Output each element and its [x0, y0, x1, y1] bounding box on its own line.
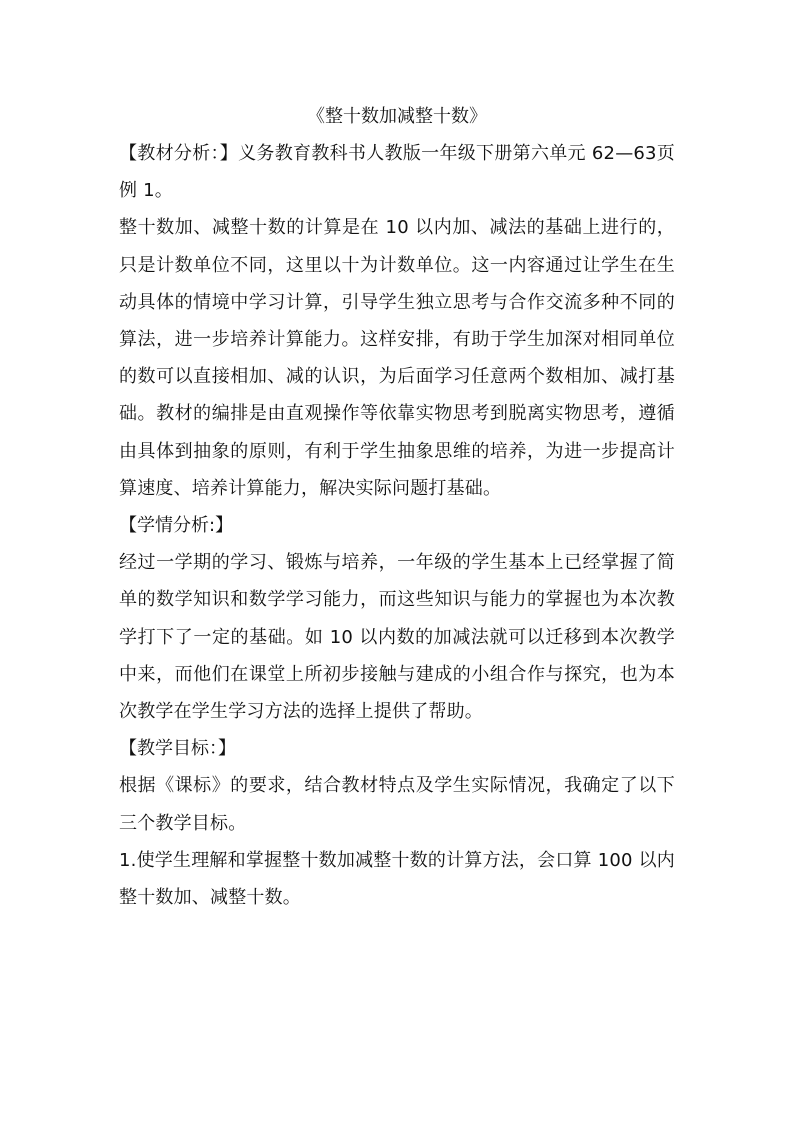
teaching-goal-item-1: 1.使学生理解和掌握整十数加减整十数的计算方法，会口算 100 以内整十数加、减整十数。 — [119, 849, 675, 909]
document-title: 《整十数加减整十数》 — [307, 106, 487, 127]
textbook-analysis-intro — [119, 135, 675, 209]
section-heading-teaching-goals: 【教学目标：】 — [119, 738, 236, 760]
section-heading-textbook-analysis: 【教材分析：】 — [119, 143, 239, 164]
student-analysis-paragraph: 经过一学期的学习、锻炼与培养，一年级的学生基本上已经掌握了简单的数学知识和数学学习能力，而这些知识与能力的掌握也为本次教学打下了一定的基础。如 10 以内数的加减法就可以迁移到本次教学中来，而他们在课堂上所初步接触与建成的小组合作与探究，也为本次教学在学生学习方法的选择上提供了帮助。 — [119, 552, 675, 723]
textbook-analysis-paragraph: 整十数加、减整十数的计算是在 10 以内加、减法的基础上进行的，只是计数单位不同，这里以十为计数单位。这一内容通过让学生在生动具体的情境中学习计算，引导学生独立思考与合作交流多种不同的算法，进一步培养计算能力。这样安排，有助于学生加深对相同单位的数可以直接相加、减的认识，为后面学习任意两个数相加、减打基础。教材的编排是由直观操作等依靠实物思考到脱离实物思考，遵循由具体到抽象的原则，有利于学生抽象思维的培养，为进一步提高计算速度、培养计算能力，解决实际问题打基础。 — [119, 217, 675, 499]
section-heading-student-analysis: 【学情分析:】 — [119, 515, 234, 537]
document-body — [119, 98, 675, 916]
teaching-goals-intro: 根据《课标》的要求，结合教材特点及学生实际情况，我确定了以下三个教学目标。 — [119, 775, 675, 834]
textbook-analysis-source: 义务教育教科书人教版一年级下册第六单元 62—63页例 1。 — [119, 143, 675, 202]
